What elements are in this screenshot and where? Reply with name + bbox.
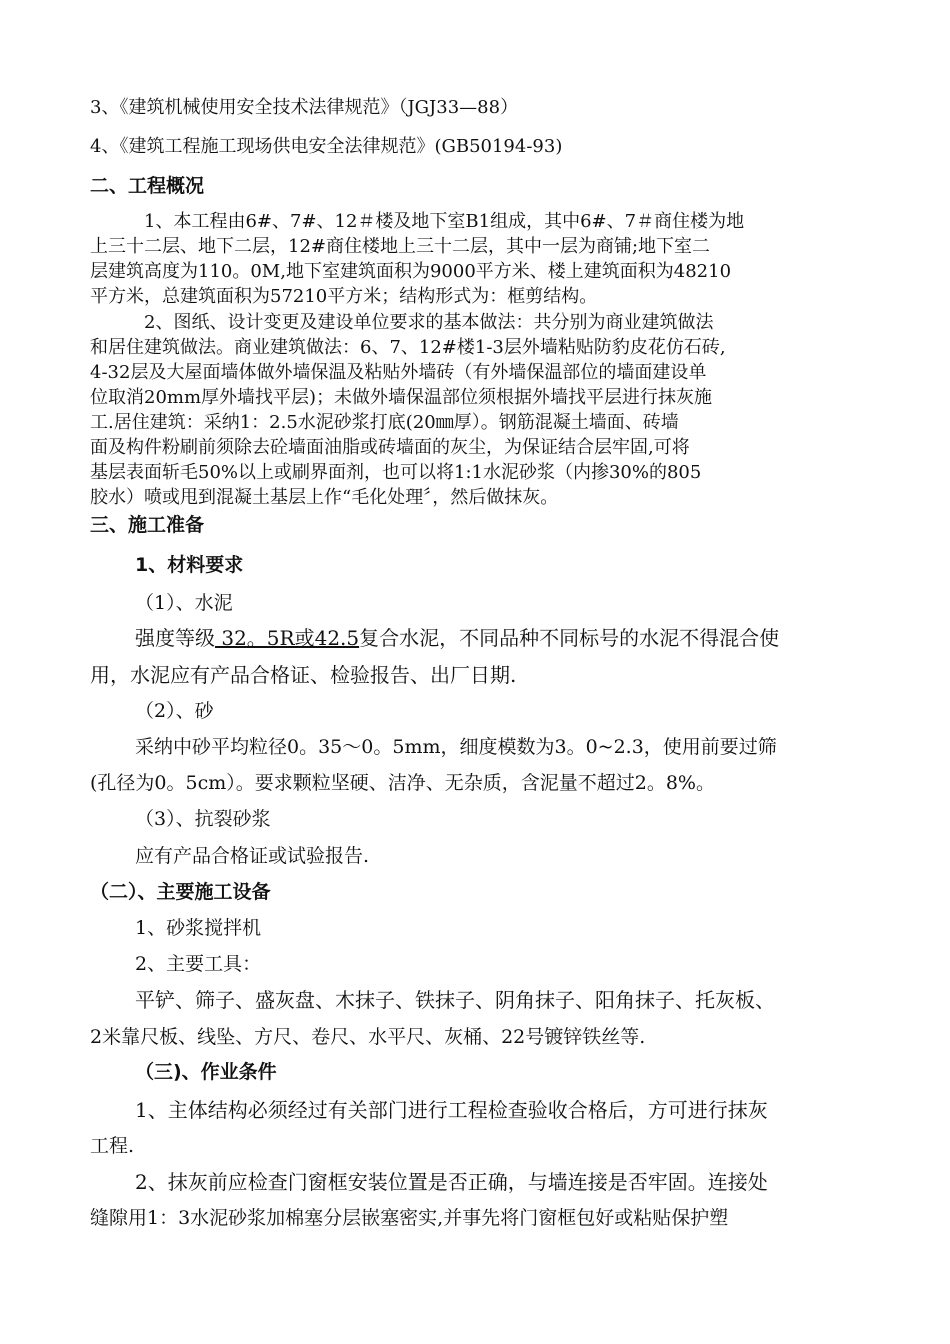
overview-line: 层建筑高度为110。0M,地下室建筑面积为9000平方米、楼上建筑面积为48210 — [90, 261, 732, 282]
equipment-item-2: 2、主要工具： — [135, 953, 262, 975]
overview-line: 1、本工程由6#、7#、12＃楼及地下室B1组成，其中6#、7＃商住楼为地 — [144, 211, 745, 232]
item-heading-sand: （2）、砂 — [135, 700, 214, 722]
subheading-materials: 1、材料要求 — [135, 554, 244, 576]
item-heading-mortar: （3）、抗裂砂浆 — [135, 808, 271, 830]
section-heading-overview: 二、工程概况 — [90, 175, 205, 197]
overview-line: 平方米，总建筑面积为57210平方米；结构形式为：框剪结构。 — [90, 286, 598, 307]
cement-line-1 — [135, 628, 779, 648]
tools-line-1: 平铲、筛子、盛灰盘、木抹子、铁抹子、阴角抹子、阳角抹子、托灰板、 — [135, 988, 775, 1012]
overview-line: 胶水）喷或甩到混凝土基层上作“毛化处理〞，然后做抹灰。 — [90, 487, 559, 508]
overview-line: 面及构件粉刷前须除去砼墙面油脂或砖墙面的灰尘，为保证结合层牢固,可将 — [90, 437, 690, 458]
condition-2-line-1: 2、抹灰前应检查门窗框安装位置是否正确，与墙连接是否牢固。连接处 — [135, 1170, 768, 1194]
overview-line: 4-32层及大屋面墙体做外墙保温及粘贴外墙砖（有外墙保温部位的墙面建设单 — [90, 362, 707, 383]
subheading-equipment: （二）、主要施工设备 — [90, 881, 271, 903]
tools-line-2: 2米靠尺板、线坠、方尺、卷尺、水平尺、灰桶、22号镀锌铁丝等. — [90, 1026, 646, 1048]
subheading-conditions: （三)、作业条件 — [135, 1061, 277, 1083]
item-heading-cement: （1）、水泥 — [135, 592, 233, 614]
mortar-line-1: 应有产品合格证或试验报告. — [135, 845, 370, 867]
overview-line: 工.居住建筑：采纳1：2.5水泥砂浆打底(20㎜厚）。钢筋混凝土墙面、砖墙 — [90, 412, 679, 433]
condition-2-line-2: 缝隙用1：3水泥砂浆加棉塞分层嵌塞密实,并事先将门窗框包好或粘贴保护塑 — [90, 1207, 729, 1229]
overview-line: 上三十二层、地下二层，12#商住楼地上三十二层，其中一层为商铺;地下室二 — [90, 236, 711, 257]
section-heading-preparation: 三、施工准备 — [90, 514, 205, 536]
cement-text: 强度等级 — [135, 626, 215, 650]
overview-line: 2、图纸、设计变更及建设单位要求的基本做法：共分别为商业建筑做法 — [144, 312, 714, 333]
condition-1-line-2: 工程. — [90, 1135, 135, 1157]
reference-item-4: 4、《建筑工程施工现场供电安全法律规范》(GB50194-93) — [90, 136, 563, 157]
overview-line: 和居住建筑做法。商业建筑做法：6、7、12#楼1-3层外墙粘贴防豹皮花仿石砖, — [90, 337, 726, 358]
condition-1-line-1: 1、主体结构必须经过有关部门进行工程检查验收合格后，方可进行抹灰 — [135, 1098, 768, 1122]
overview-line: 基层表面斩毛50%以上或刷界面剂，也可以将1:1水泥砂浆（内掺30%的805 — [90, 462, 702, 483]
reference-item-3: 3、《建筑机械使用安全技术法律规范》（JGJ33—88） — [90, 97, 519, 118]
cement-text: 复合水泥，不同品种不同标号的水泥不得混合使 — [359, 626, 780, 650]
sand-line-2: (孔径为0。5cm）。要求颗粒坚硬、洁净、无杂质，含泥量不超过2。8%。 — [90, 772, 715, 794]
cement-grade: 32。5R或42.5 — [215, 626, 360, 650]
equipment-item-1: 1、砂浆搅拌机 — [135, 917, 262, 939]
sand-line-1: 采纳中砂平均粒径0。35～0。5mm，细度模数为3。0~2.3，使用前要过筛 — [135, 736, 777, 758]
cement-line-2: 用，水泥应有产品合格证、检验报告、出厂日期. — [90, 663, 517, 687]
overview-line: 位取消20mm厚外墙找平层)；未做外墙保温部位须根据外墙找平层进行抹灰施 — [90, 387, 713, 408]
